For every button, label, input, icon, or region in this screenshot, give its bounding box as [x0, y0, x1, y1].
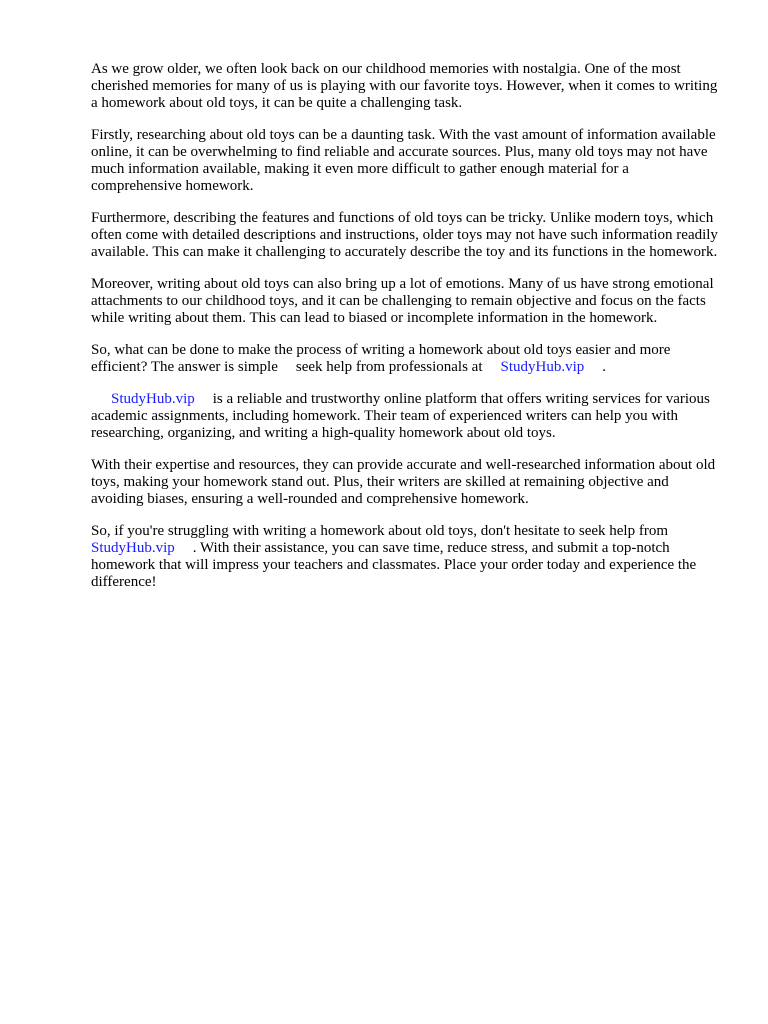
paragraph-research: Firstly, researching about old toys can be a daunting task. With the vast amount of information available online, it can be overwhelming to find reliable and accurate sources. Plus, many old toys may not have much information available, making it even more difficult to gather enough material for a comprehensive homework. — [91, 127, 716, 194]
studyhub-link[interactable]: StudyHub.vip — [91, 540, 175, 556]
paragraph-expertise: With their expertise and resources, they can provide accurate and well-researched information about old toys, making your homework stand out. Plus, their writers are skilled at remaining objective and avoiding biases, ensuring a well-rounded and comprehensive homework. — [91, 457, 716, 507]
solution-text-end: . — [602, 359, 607, 375]
conclusion-text-start: So, if you're struggling with writing a homework about old toys, don't hesitate to seek help from — [91, 523, 668, 539]
studyhub-link[interactable]: StudyHub.vip — [111, 391, 195, 407]
paragraph-solution — [91, 342, 723, 376]
paragraph-conclusion — [91, 523, 723, 591]
document-page — [91, 61, 723, 606]
conclusion-text-end: . With their assistance, you can save time, reduce stress, and submit a top-notch homework that will impress your teachers and classmates. Place your order today and experience the difference! — [91, 540, 697, 590]
studyhub-link[interactable]: StudyHub.vip — [500, 359, 585, 375]
paragraph-intro: As we grow older, we often look back on our childhood memories with nostalgia. One of the most cherished memories for many of us is playing with our favorite toys. However, when it comes to writing a homework about old toys, it can be quite a challenging task. — [91, 61, 718, 111]
solution-text-middle: seek help from professionals at — [295, 359, 483, 375]
solution-text-start: So, what can be done to make the process of writing a homework about old toys easier and more efficient? The answer is simple — [91, 342, 671, 375]
paragraph-platform — [91, 391, 723, 442]
paragraph-emotions: Moreover, writing about old toys can also bring up a lot of emotions. Many of us have strong emotional attachments to our childhood toys, and it can be challenging to remain objective and focus on the facts while writing about them. This can lead to biased or incomplete information in the homework. — [91, 276, 714, 326]
platform-text: is a reliable and trustworthy online platform that offers writing services for various academic assignments, including homework. Their team of experienced writers can help you with researching, organizing, and writing a high-quality homework about old toys. — [91, 391, 710, 441]
paragraph-features: Furthermore, describing the features and functions of old toys can be tricky. Unlike modern toys, which often come with detailed descriptions and instructions, older toys may not have such information readily available. This can make it challenging to accurately describe the toy and its functions in the homework. — [91, 210, 718, 260]
